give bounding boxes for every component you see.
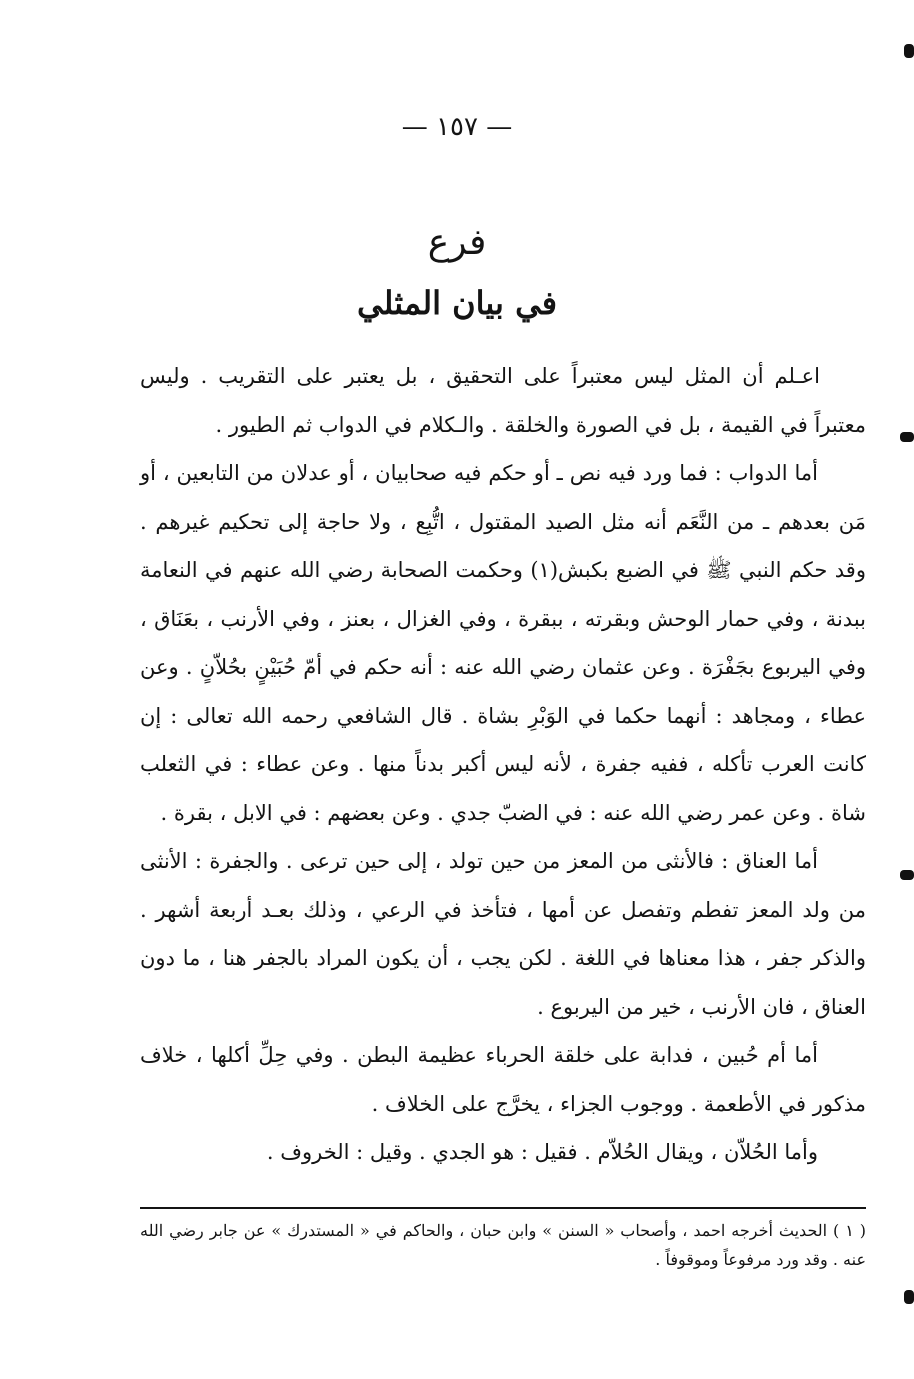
paragraph: اعـلم أن المثل ليس معتبراً على التحقيق ، بل يعتبر على التقريب . وليس معتبراً في القيمة ، بل في الصورة والخلقة . والـكلام في الدواب ثم الطيور .: [140, 364, 866, 437]
paragraph: أما العناق : فالأنثى من المعز من حين تولد ، إلى حين ترعى . والجفرة : الأنثى من ولد المعز تفطم وتفصل عن أمها ، فتأخذ في الرعي ، وذلك بعـد أربعة أشهر . والذكر جفر ، هذا معناها في اللغة . لكن يجب ، أن يكون المراد بالجفر هنا ، ما دون العناق ، فان الأرنب ، خير من اليربوع .: [140, 849, 866, 1019]
page-number: — ١٥٧ —: [401, 112, 513, 142]
footnote-divider: [140, 1207, 866, 1209]
binding-mark: [900, 870, 914, 880]
footnote: ( ١ ) الحديث أخرجه احمد ، وأصحاب « السنن » وابن حبان ، والحاكم في « المستدرك » عن جابر رضي الله عنه . وقد ورد مرفوعاً وموقوفاً .: [140, 1221, 867, 1269]
section-title: في بيان المثلي: [356, 284, 558, 322]
paragraph: أما الدواب : فما ورد فيه نص ـ أو حكم فيه صحابيان ، أو عدلان من التابعين ، أو مَن بعدهم ـ من النَّعَم أنه مثل الصيد المقتول ، اتُّبِع ، ولا حاجة إلى تحكيم غيرهم . وقد حكم النبي ﷺ في الضبع بكبش(١) وحكمت الصحابة رضي الله عنهم في النعامة ببدنة ، وفي حمار الوحش وبقرته ، ببقرة ، وفي الغزال ، بعنز ، وفي الأرنب ، بعَنَاق ، وفي اليربوع بجَفْرَة . وعن عثمان رضي الله عنه : أنه حكم في أمّ حُبَيْنٍ بحُلاّنٍ . وعن عطاء ، ومجاهد : أنهما حكما في الوَبْرِ بشاة . قال الشافعي رحمه الله تعالى : إن كانت العرب تأكله ، ففيه جفرة ، لأنه ليس أكبر بدناً منها . وعن عطاء : في الثعلب شاة . وعن عمر رضي الله عنه : في الضبّ جدي . وعن بعضهم : في الابل ، بقرة .: [140, 461, 866, 825]
section-label: فرع: [427, 222, 487, 263]
binding-mark: [904, 44, 914, 58]
body-text: [140, 352, 866, 1177]
paragraph: أما أم حُبين ، فدابة على خلقة الحرباء عظيمة البطن . وفي حِلِّ أكلها ، خلاف مذكور في الأطعمة . ووجوب الجزاء ، يخرَّج على الخلاف .: [140, 1043, 866, 1116]
binding-mark: [904, 1290, 914, 1304]
binding-mark: [900, 432, 914, 442]
paragraph: وأما الحُلاّن ، ويقال الحُلاّم . فقيل : هو الجدي . وقيل : الخروف .: [266, 1140, 818, 1164]
